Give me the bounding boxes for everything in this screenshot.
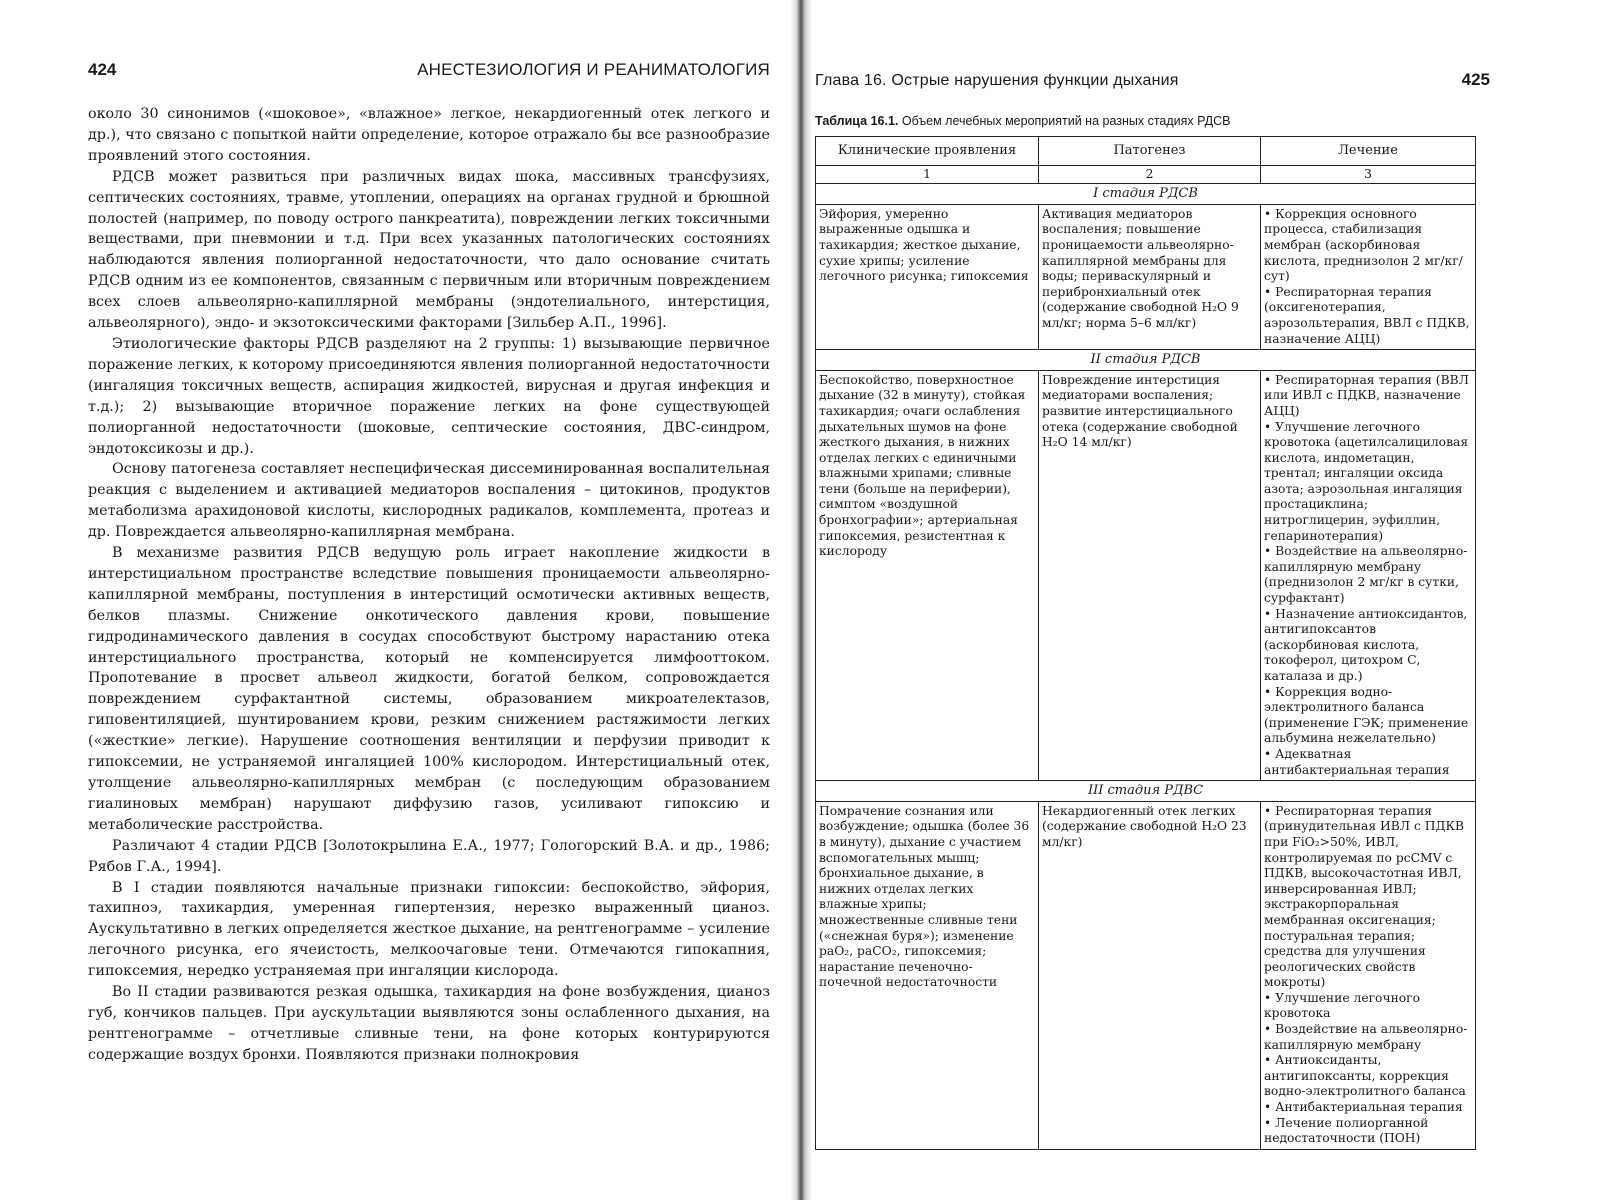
- paragraph: около 30 синонимов («шоковое», «влажное» легкое, некардиогенный отек легкого и др.), что связано с попыткой найти определение, которое отражало бы все разнообразие проявлений этого состояния.: [88, 106, 770, 164]
- left-body-text: [88, 104, 770, 1066]
- header-clinical: Клинические проявления: [816, 137, 1039, 166]
- table-caption-label: Таблица 16.1.: [815, 114, 899, 128]
- treatment-cell: [1261, 204, 1476, 349]
- treatment-cell: [1261, 370, 1476, 780]
- treatment-item: • Респираторная терапия (принудительная ИВЛ с ПДКВ при FiO₂>50%, ИВЛ, контролируемая по pcCMV с ПДКВ, высокочастотная ИВЛ, инверсированная ИВЛ; экстракорпоральная мембранная оксигенация; постуральная терапия; средства для улучшения реологических свойств мокроты): [1264, 803, 1465, 990]
- paragraph: Во II стадии развиваются резкая одышка, тахикардия на фоне возбуждения, цианоз губ, кончиков пальцев. При аускультации выявляются зоны ослабленного дыхания, на рентгенограмме – отчетливые сливные тени, на фоне которых контурируются содержащие воздух бронхи. Появляются признаки полнокровия: [88, 984, 770, 1063]
- treatment-item: • Антибактериальная терапия: [1264, 1100, 1463, 1115]
- table-header-row: [816, 137, 1476, 166]
- treatment-item: • Улучшение легочного кровотока: [1264, 990, 1421, 1021]
- clinical-cell: Помрачение сознания или возбуждение; одышка (более 36 в минуту), дыхание с участием вспомогательных мышц; бронхиальное дыхание, в нижних отделах легких влажные хрипы; множественные сливные тени («снежная буря»); изменение paO₂, paCO₂, гипоксемия; нарастание печеночно-почечной недостаточности: [816, 801, 1039, 1149]
- rdsv-table: [815, 136, 1476, 1150]
- treatment-item: • Коррекция водно-электролитного баланса (применение ГЭК; применение альбумина нежелательно): [1264, 684, 1469, 746]
- stage-title: II стадия РДСВ: [816, 350, 1476, 371]
- left-page-number: 424: [88, 60, 117, 79]
- stage-title: III стадия РДВС: [816, 781, 1476, 802]
- right-page-number: 425: [1461, 70, 1490, 89]
- paragraph: РДСВ может развиться при различных видах шока, массивных трансфузиях, септических состояниях, травме, утоплении, операциях на органах грудной и брюшной полостей (например, по поводу острого панкреатита), повреждении легких токсичными веществами, при пневмонии и т.д. При всех указанных патологических состояниях наблюдаются явления полиорганной недостаточности, что дало основание считать РДСВ одним из ее компонентов, связанным с первичным или вторичным повреждением всех слоев альвеолярно-капиллярной мембраны (эндотелиального, интерстиция, альвеолярного), эндо- и экзотоксическими факторами [Зильбер А.П., 1996].: [88, 168, 770, 332]
- table-caption: [815, 114, 1490, 128]
- treatment-item: • Адекватная антибактериальная терапия: [1264, 746, 1450, 777]
- paragraph: Этиологические факторы РДСВ разделяют на 2 группы: 1) вызывающие первичное поражение легких, к которому присоединяются явления полиорганной недостаточности (ингаляция токсичных веществ, аспирация жидкостей, вирусная и другая инфекция и т.д.); 2) вызывающие вторичное поражение легких на фоне существующей полиорганной недостаточности (шоковые, септические состояния, ДВС-синдром, эндотоксикозы и др.).: [88, 335, 770, 457]
- treatment-item: • Респираторная терапия (оксигенотерапия, аэрозольтерапия, ВВЛ с ПДКВ, назначение АЦЦ): [1264, 284, 1470, 346]
- treatment-item: • Воздействие на альвеолярно-капиллярную мембрану (преднизолон 2 мг/кг в сутки, сурфактант): [1264, 544, 1468, 606]
- table-row: [816, 204, 1476, 349]
- pathogenesis-cell: Повреждение интерстиция медиаторами воспаления; развитие интерстициального отека (содержание свободной H₂O 14 мл/кг): [1039, 370, 1261, 780]
- treatment-item: • Улучшение легочного кровотока (ацетилсалициловая кислота, индометацин, трентал; ингаляции оксида азота; аэрозольная ингаляция простациклина; нитроглицерин, эуфиллин, гепаринотерапия): [1264, 419, 1469, 543]
- treatment-cell: [1261, 801, 1476, 1149]
- header-pathogenesis: Патогенез: [1039, 137, 1261, 166]
- paragraph: В I стадии появляются начальные признаки гипоксии: беспокойство, эйфория, тахипноэ, тахикардия, умеренная гипертензия, нерезко выраженный цианоз. Аускультативно в легких определяется жесткое дыхание, на рентгенограмме – усиление легочного рисунка, его ячеистость, мелкоочаговые тени. Отмечаются гипокапния, гипоксемия, нередко устраняемая при ингаляции кислорода.: [88, 879, 770, 980]
- paragraph: Основу патогенеза составляет неспецифическая диссеминированная воспалительная реакция с выделением и активацией медиаторов воспаления – цитокинов, продуктов метаболизма арахидоновой кислоты, кислородных радикалов, комплемента, протеаз и др. Повреждается альвеолярно-капиллярная мембрана.: [88, 461, 770, 541]
- column-number: 1: [816, 165, 1039, 184]
- stage-title-row: [816, 350, 1476, 371]
- treatment-item: • Антиоксиданты, антигипоксанты, коррекция водно-электролитного баланса: [1264, 1053, 1466, 1099]
- right-running-head: [815, 70, 1490, 104]
- treatment-item: • Респираторная терапия (ВВЛ или ИВЛ с ПДКВ, назначение АЦЦ): [1264, 372, 1469, 418]
- header-treatment: Лечение: [1261, 137, 1476, 166]
- left-running-title: АНЕСТЕЗИОЛОГИЯ И РЕАНИМАТОЛОГИЯ: [417, 60, 770, 79]
- right-running-title: Глава 16. Острые нарушения функции дыхания: [815, 72, 1179, 89]
- table-row: [816, 370, 1476, 780]
- left-running-head: [88, 60, 770, 104]
- table-row: [816, 801, 1476, 1149]
- paragraph: Различают 4 стадии РДСВ [Золотокрылина Е.А., 1977; Гологорский В.А. и др., 1986; Рябов Г.А., 1994].: [88, 837, 770, 875]
- stage-title-row: [816, 781, 1476, 802]
- treatment-item: • Коррекция основного процесса, стабилизация мембран (аскорбиновая кислота, преднизолон 2 мг/кг/сут): [1264, 206, 1463, 284]
- treatment-item: • Лечение полиорганной недостаточности (ПОН): [1264, 1115, 1429, 1146]
- table-caption-text: Объем лечебных мероприятий на разных стадиях РДСВ: [901, 114, 1231, 128]
- paragraph: В механизме развития РДСВ ведущую роль играет накопление жидкости в интерстициальном пространстве вследствие повышения проницаемости альвеолярно-капиллярной мембраны, поступления в интерстиций осмотически активных веществ, белков плазмы. Снижение онкотического давления крови, повышение гидродинамического давления в сосудах способствуют быстрому нарастанию отека интерстициального пространства, который не компенсируется лимфооттоком. Пропотевание в просвет альвеол жидкости, богатой белком, сопровождается повреждением сурфактантной системы, образованием микроателектазов, гиповентиляцией, шунтированием крови, резким снижением растяжимости легких («жесткие» легкие). Нарушение соотношения вентиляции и перфузии приводит к гипоксемии, не устраняемой ингаляцией 100% кислородом. Интерстициальный отек, утолщение альвеолярно-капиллярных мембран (с последующим образованием гиалиновых мембран) нарушают диффузию газов, усиливают гипоксию и метаболические расстройства.: [88, 545, 770, 833]
- table-number-row: [816, 165, 1476, 184]
- right-page: [815, 0, 1600, 1200]
- stage-title: I стадия РДСВ: [816, 184, 1476, 205]
- stage-title-row: [816, 184, 1476, 205]
- book-gutter: [790, 0, 812, 1200]
- pathogenesis-cell: Некардиогенный отек легких (содержание свободной H₂O 23 мл/кг): [1039, 801, 1261, 1149]
- treatment-item: • Назначение антиоксидантов, антигипоксантов (аскорбиновая кислота, токоферол, цитохром С, каталаза и др.): [1264, 606, 1468, 683]
- treatment-item: • Воздействие на альвеолярно-капиллярную мембрану: [1264, 1022, 1468, 1052]
- clinical-cell: Эйфория, умеренно выраженные одышка и тахикардия; жесткое дыхание, сухие хрипы; усиление легочного рисунка; гипоксемия: [816, 204, 1039, 349]
- pathogenesis-cell: Активация медиаторов воспаления; повышение проницаемости альвеолярно-капиллярной мембраны для воды; периваскулярный и перибронхиальный отек (содержание свободной H₂O 9 мл/кг; норма 5–6 мл/кг): [1039, 204, 1261, 349]
- column-number: 3: [1261, 165, 1476, 184]
- clinical-cell: Беспокойство, поверхностное дыхание (32 в минуту), стойкая тахикардия; очаги ослабления дыхательных шумов на фоне жесткого дыхания, в нижних отделах легких с единичными влажными хрипами; сливные тени (больше на периферии), симптом «воздушной бронхографии»; артериальная гипоксемия, резистентная к кислороду: [816, 370, 1039, 780]
- column-number: 2: [1039, 165, 1261, 184]
